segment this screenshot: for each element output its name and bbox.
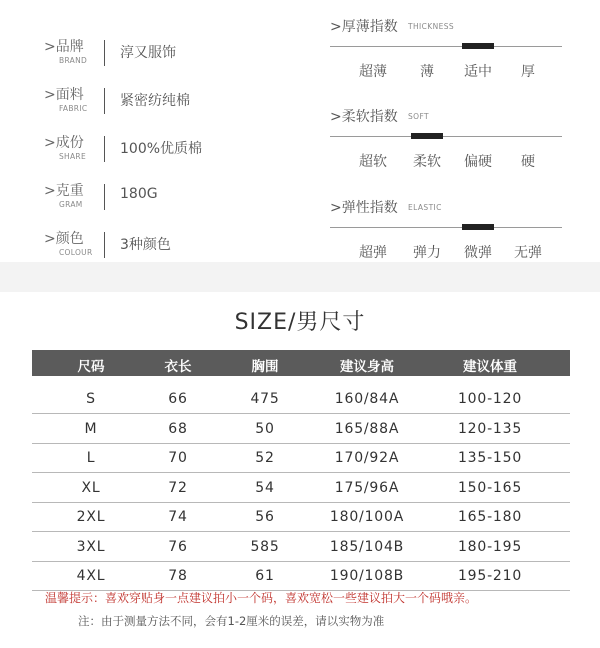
size-table-cell: 78 bbox=[168, 568, 188, 584]
index-option: 薄 bbox=[420, 64, 434, 80]
index-option: 超弹 bbox=[359, 245, 387, 261]
spec-label: >品牌 bbox=[44, 39, 84, 55]
spec-value: 180G bbox=[120, 186, 158, 202]
size-table-cell: 72 bbox=[168, 479, 188, 496]
spec-value: 紧密纺纯棉 bbox=[120, 93, 190, 109]
size-table-header-cell: 尺码 bbox=[77, 359, 105, 375]
size-table-cell: 165/88A bbox=[334, 420, 400, 437]
spec-separator bbox=[104, 184, 105, 210]
index-title: >厚薄指数 bbox=[330, 19, 398, 35]
spec-value: 3种颜色 bbox=[120, 237, 171, 253]
index-title: >柔软指数 bbox=[330, 109, 398, 125]
size-table-cell: 175/96A bbox=[334, 479, 400, 496]
index-option: 超薄 bbox=[359, 64, 387, 80]
size-table-cell: 170/92A bbox=[334, 450, 400, 466]
index-english-label: ELASTIC bbox=[408, 203, 442, 212]
spec-sublabel: GRAM bbox=[59, 200, 83, 209]
size-table-header-cell: 建议体重 bbox=[463, 359, 517, 375]
index-option: 适中 bbox=[464, 64, 492, 80]
index-option: 微弹 bbox=[464, 245, 492, 261]
size-table-cell: 74 bbox=[168, 509, 188, 525]
size-table-cell: 475 bbox=[250, 391, 280, 407]
spec-sublabel: BRAND bbox=[59, 56, 88, 65]
spec-sublabel: COLOUR bbox=[59, 248, 93, 257]
index-selected-marker bbox=[462, 224, 494, 230]
index-english-label: SOFT bbox=[408, 112, 430, 121]
size-table-cell: 135-150 bbox=[457, 450, 523, 466]
spec-separator bbox=[104, 136, 105, 162]
size-table-cell: 56 bbox=[255, 509, 275, 525]
index-option: 无弹 bbox=[514, 245, 542, 261]
index-option: 偏硬 bbox=[464, 154, 492, 170]
size-table-cell: 180-195 bbox=[457, 538, 523, 555]
size-table-cell: 195-210 bbox=[457, 568, 523, 584]
size-table-cell: 76 bbox=[168, 538, 188, 555]
spec-label: >克重 bbox=[44, 183, 84, 199]
measurement-disclaimer: 注：由于测量方法不同，会有1-2厘米的误差，请以实物为准 bbox=[78, 614, 385, 628]
size-table-cell: 52 bbox=[255, 450, 275, 466]
index-panel bbox=[330, 16, 570, 86]
size-table-cell: 100-120 bbox=[457, 391, 523, 407]
size-table-cell: L bbox=[86, 450, 96, 466]
size-table-cell: 61 bbox=[255, 568, 275, 584]
size-table-cell: 585 bbox=[250, 538, 280, 555]
spec-value: 淳又服饰 bbox=[120, 45, 176, 61]
index-panel bbox=[330, 197, 570, 267]
size-chart-title: SIZE/男尺寸 bbox=[234, 310, 366, 335]
size-table-cell: XL bbox=[81, 479, 101, 496]
size-table-cell: 160/84A bbox=[334, 391, 400, 407]
size-table-cell: 66 bbox=[168, 391, 188, 407]
size-table-cell: 4XL bbox=[76, 568, 106, 584]
index-english-label: THICKNESS bbox=[408, 22, 455, 31]
size-table-cell: 150-165 bbox=[457, 479, 523, 496]
size-table-header-cell: 胸围 bbox=[251, 359, 279, 375]
spec-separator bbox=[104, 88, 105, 114]
size-tip: 温馨提示：喜欢穿贴身一点建议拍小一个码，喜欢宽松一些建议拍大一个码哦亲。 bbox=[45, 591, 478, 605]
index-scale-line bbox=[330, 227, 562, 228]
size-table-header-cell: 衣长 bbox=[164, 359, 192, 375]
size-table-cell: 185/104B bbox=[329, 538, 405, 555]
index-option: 超软 bbox=[359, 154, 387, 170]
size-table-header-cell: 建议身高 bbox=[340, 359, 394, 375]
spec-label: >成份 bbox=[44, 135, 84, 151]
spec-label: >面料 bbox=[44, 87, 84, 103]
spec-label: >颜色 bbox=[44, 231, 84, 247]
spec-separator bbox=[104, 232, 105, 258]
index-option: 柔软 bbox=[413, 154, 441, 170]
size-table-cell: 165-180 bbox=[457, 509, 523, 525]
spec-sublabel: FABRIC bbox=[59, 104, 88, 113]
size-table-cell: 50 bbox=[255, 420, 275, 437]
index-scale-line bbox=[330, 136, 562, 137]
spec-separator bbox=[104, 40, 105, 66]
size-table-cell: 68 bbox=[168, 420, 188, 437]
spec-value: 100%优质棉 bbox=[120, 141, 203, 157]
index-option: 硬 bbox=[521, 154, 535, 170]
spec-sublabel: SHARE bbox=[59, 152, 86, 161]
index-panel bbox=[330, 106, 570, 176]
size-table-cell: 190/108B bbox=[329, 568, 405, 584]
size-table-cell: 54 bbox=[255, 479, 275, 496]
size-table-cell: 3XL bbox=[76, 538, 106, 555]
index-scale-line bbox=[330, 46, 562, 47]
size-table-cell: 2XL bbox=[76, 509, 106, 525]
index-selected-marker bbox=[411, 133, 443, 139]
index-option: 弹力 bbox=[413, 245, 441, 261]
size-table-cell: M bbox=[84, 420, 98, 437]
index-title: >弹性指数 bbox=[330, 200, 398, 216]
size-table-cell: 120-135 bbox=[457, 420, 523, 437]
index-option: 厚 bbox=[521, 64, 535, 80]
size-table-cell: 70 bbox=[168, 450, 188, 466]
index-selected-marker bbox=[462, 43, 494, 49]
size-table-cell: 180/100A bbox=[329, 509, 405, 525]
size-table-cell: S bbox=[86, 391, 96, 407]
